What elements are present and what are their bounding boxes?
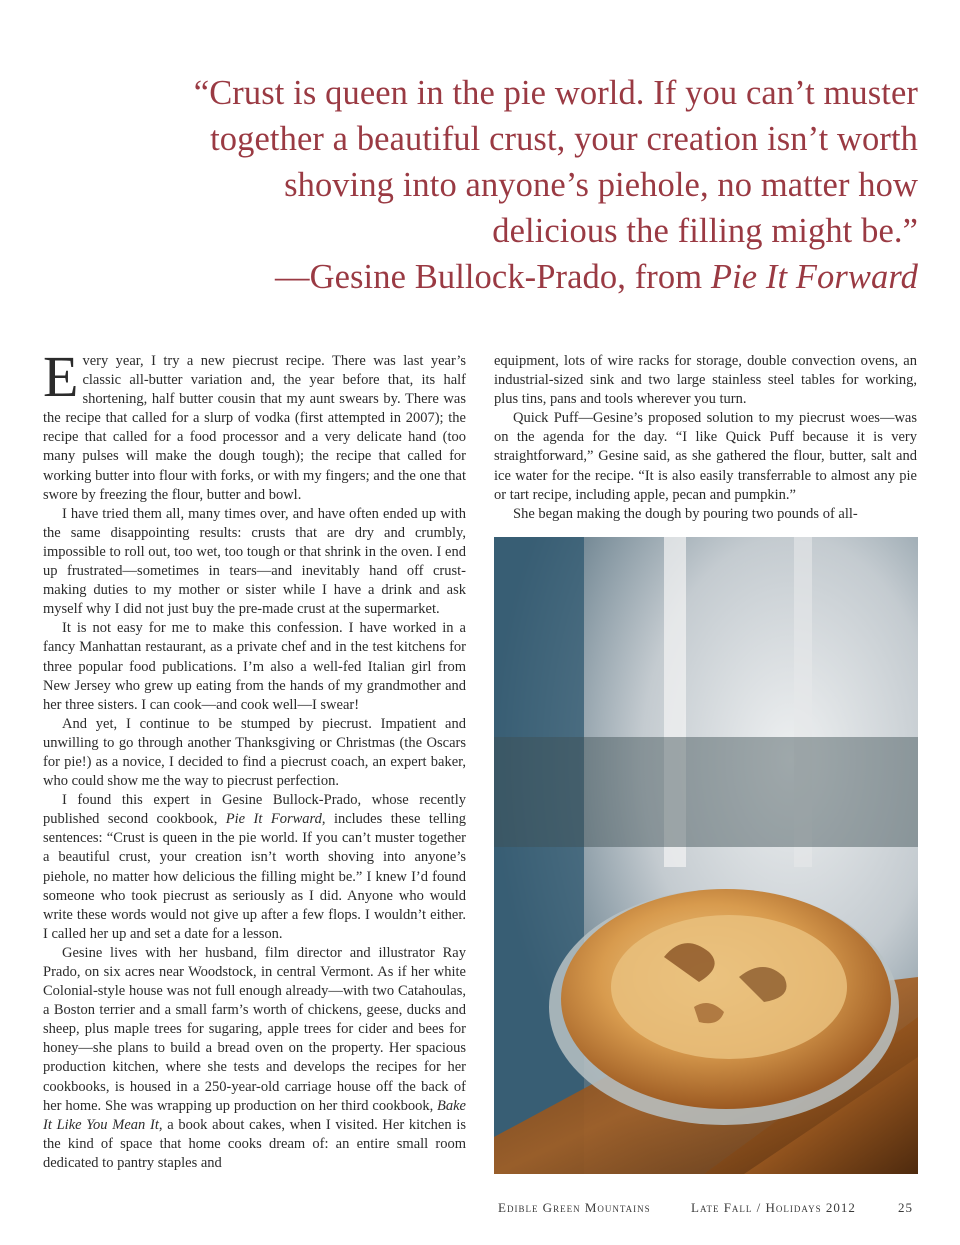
article-paragraph: She began making the dough by pouring two pounds of all- <box>513 505 858 522</box>
paragraph-text: very year, I try a new piecrust recipe. There was last year’s classic all-butter variation and, the year before that, its half shortening, half butter cousin that my aunt swears by. There was the recipe that called for a slurp of vodka (first attempted in 2007); the recipe that called for a food processor and a very delicate hand (too many pulses will make the dough tough); the recipe that called for working butter into flour with forks, or with my fingers; and the one that swore by freezing the flour, butter and bowl. <box>43 353 466 503</box>
book-title: Bake It Like You Mean It, <box>43 1097 466 1133</box>
paragraph-text: a book about cakes, when I visited. Her kitchen is the kind of space that home cooks dream of: an entire small room dedicated to pantry staples and <box>43 1116 466 1171</box>
article-column-left <box>43 344 466 1173</box>
drop-cap: E <box>43 344 79 409</box>
book-title: Pie It Forward <box>225 811 322 828</box>
article-paragraph <box>43 344 466 505</box>
pull-quote-line: “Crust is queen in the pie world. If you can’t muster <box>193 74 918 112</box>
article-paragraph <box>43 944 466 1173</box>
paragraph-text: I found this expert in Gesine Bullock-Prado, whose recently published second cookbook, <box>43 792 466 828</box>
paragraph-text: Gesine lives with her husband, film director and illustrator Ray Prado, on six acres near Woodstock, in central Vermont. As if her white Colonial-style house was not full enough already—with two Catahoulas, a Boston terrier and a small farm’s worth of chickens, geese, ducks and sheep, plus maple trees for sugaring, apple trees for cider and bees for honey—she plans to build a bread oven on the property. Her spacious production kitchen, where she tests and develops the recipes for her cookbooks, is housed in a 250-year-old carriage house off the back of her home. She was wrapping up production on her third cookbook, <box>43 944 466 1114</box>
article-paragraph: And yet, I continue to be stumped by piecrust. Impatient and unwilling to go through another Thanksgiving or Christmas (the Oscars for pie!) as a novice, I decided to find a piecrust coach, an expert baker, who could show me the way to piecrust perfection. <box>43 715 466 790</box>
page-number: 25 <box>898 1200 913 1215</box>
article-paragraph: equipment, lots of wire racks for storage, double convection ovens, an industrial-sized sink and two large stainless steel tables for working, plus tins, pans and tools wherever you turn. <box>494 353 917 408</box>
attribution-author: —Gesine Bullock-Prado, from <box>275 258 711 296</box>
footer-publication: Edible Green Mountains <box>498 1200 651 1215</box>
paragraph-text: , includes these telling sentences: “Crust is queen in the pie world. If you can’t muster together a beautiful crust, your creation isn’t worth shoving into anyone’s piehole, no matter how delicious the filling might be.” I knew I’d found someone who took piecrust as seriously as I did. Anyone who would write these words would not give up after a few flops. I wouldn’t either. I called her up and set a date for a lesson. <box>43 811 466 942</box>
footer-issue: Late Fall / Holidays 2012 <box>691 1200 856 1215</box>
article-paragraph: Quick Puff—Gesine’s proposed solution to my piecrust woes—was on the agenda for the day. “I like Quick Puff because it is very straightforward,” Gesine said, as she gathered the flour, butter, salt and ice water for the recipe. “It is also easily transferrable to almost any pie or tart recipe, including apple, pecan and pumpkin.” <box>494 410 917 503</box>
article-paragraph <box>43 791 466 944</box>
article-column-right <box>494 352 917 524</box>
pull-quote-line: together a beautiful crust, your creation isn’t worth <box>210 120 918 158</box>
pie-photo <box>494 537 918 1174</box>
pull-quote <box>130 70 918 300</box>
pull-quote-line: shoving into anyone’s piehole, no matter how <box>284 166 918 204</box>
pull-quote-attribution <box>130 254 918 300</box>
pie-illustration <box>494 537 918 1174</box>
attribution-book-title: Pie It Forward <box>710 258 918 296</box>
article-paragraph: I have tried them all, many times over, and have often ended up with the same disappointing results: crusts that are dry and crumbly, impossible to roll out, too wet, too tough or that shrink in the oven. I end up frustrated—sometimes in tears—and inevitably hand off crust-making duties to my mother or sister while I have a drink and ask myself why I did not just buy the pre-made crust at the supermarket. <box>43 505 466 618</box>
pull-quote-line: delicious the filling might be.” <box>492 212 918 250</box>
article-paragraph: It is not easy for me to make this confession. I have worked in a fancy Manhattan restaurant, as a private chef and in the test kitchens for three popular food publications. I’m also a well-fed Italian girl from New Jersey who grew up eating from the hands of my grandmother and her three sisters. I can cook—and cook well—I swear! <box>43 620 466 713</box>
